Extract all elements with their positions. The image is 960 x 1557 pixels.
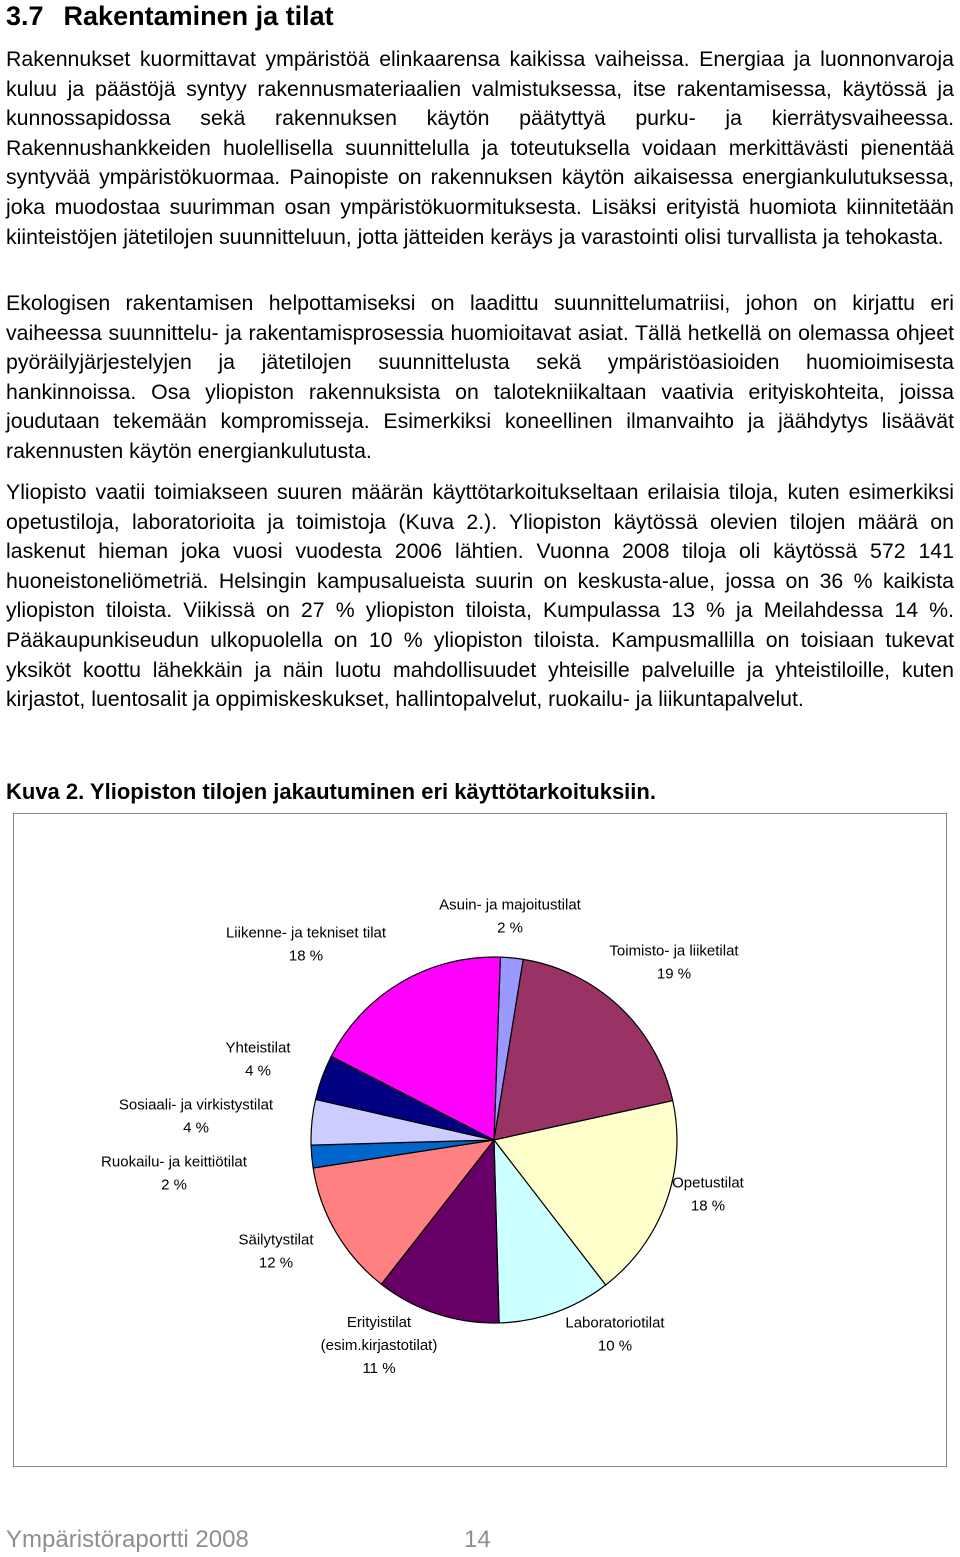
paragraph-2: Ekologisen rakentamisen helpottamiseksi on laadittu suunnittelumatriisi, johon on kirjattu eri vaiheessa suunnittelu- ja rakentamisprosessia huomioitavat asiat. Tällä hetkellä on olemassa ohjeet pyöräilyjärjestelyjen ja jätetilojen suunnittelusta sekä ympäristöasioiden huomioimisesta hankinnoissa. Osa yliopiston rakennuksista on talotekniikaltaan vaativia erityiskohteita, joissa joudutaan tekemään kompromisseja. Esimerkiksi koneellinen ilmanvaihto ja jäähdytys lisäävät rakennusten käytön energiankulutusta. <box>6 291 954 463</box>
pie-slice-label <box>101 1154 248 1194</box>
pie-slice-name: Ruokailu- ja keittiötilat <box>101 1153 247 1171</box>
pie-slice-label <box>609 943 739 983</box>
pie-slice-label <box>225 1040 291 1080</box>
pie-slice-value: 4 % <box>183 1119 209 1137</box>
pie-slice-name: Toimisto- ja liiketilat <box>609 942 739 960</box>
pie-slice-value: 18 % <box>690 1197 726 1215</box>
section-number: 3.7 <box>6 1 44 31</box>
pie-slice-label <box>119 1097 274 1137</box>
paragraph-3: Yliopisto vaatii toimiakseen suuren määrän käyttötarkoitukseltaan erilaisia tiloja, kuten esimerkiksi opetustiloja, laboratorioita ja toimistoja (Kuva 2.). Yliopiston käytössä olevien tilojen määrä on laskenut hieman joka vuosi vuodesta 2006 lähtien. Vuonna 2008 tiloja oli käytössä 572 141 huoneistoneliömetriä. Helsingin kampusalueista suurin on keskusta-alue, jossa on 36 % kaikista yliopiston tiloista. Viikissä on 27 % yliopiston tiloista, Kumpulassa 13 % ja Meilahdessa 14 %. Pääkaupunkiseudun ulkopuolella on 10 % yliopiston tiloista. Kampusmallilla on toisiaan tukevat yksiköt koottu lähekkäin ja näin luotu mahdollisuudet yhteisille palveluille ja yhteistiloille, kuten kirjastot, luentosalit ja oppimiskeskukset, hallintopalvelut, ruokailu- ja liikuntapalvelut. <box>6 480 954 712</box>
footer-title: Ympäristöraportti 2008 <box>6 1526 249 1553</box>
pie-slice-label <box>226 925 387 965</box>
page-number: 14 <box>464 1526 491 1553</box>
figure-caption: Kuva 2. Yliopiston tilojen jakautuminen eri käyttötarkoituksiin. <box>6 779 656 804</box>
pie-slice-name: Laboratoriotilat <box>565 1314 665 1332</box>
pie-slice-name: Asuin- ja majoitustilat <box>439 896 581 914</box>
pie-slice-label <box>672 1175 745 1215</box>
pie-slice-label <box>565 1315 665 1355</box>
pie-slice-label <box>321 1314 438 1377</box>
pie-slice-label <box>439 897 582 937</box>
pie-slice-value: 10 % <box>597 1337 633 1355</box>
pie-slice-value: 2 % <box>161 1176 187 1194</box>
pie-slice-name: Erityistilat <box>346 1314 412 1331</box>
pie-slice-label <box>238 1232 314 1272</box>
pie-slice-value: 19 % <box>656 965 692 983</box>
section-title: Rakentaminen ja tilat <box>63 1 334 31</box>
pie-slice-value: 2 % <box>497 919 523 937</box>
pie-slice-name: Sosiaali- ja virkistystilat <box>118 1096 274 1114</box>
pie-slice-value: 12 % <box>258 1254 294 1272</box>
pie-slice-name: (esim.kirjastotilat) <box>320 1337 438 1354</box>
page-footer <box>6 1524 491 1556</box>
section-heading <box>6 0 334 32</box>
pie-slice-value: 18 % <box>288 947 324 965</box>
pie-slice-name: Yhteistilat <box>225 1039 291 1057</box>
pie-chart-frame <box>13 813 947 1467</box>
pie-slice-value: 11 % <box>362 1360 396 1377</box>
pie-chart <box>14 814 948 1468</box>
pie-slice-name: Säilytystilat <box>238 1231 314 1249</box>
pie-slice-name: Opetustilat <box>672 1174 744 1192</box>
pie-slice-value: 4 % <box>245 1062 271 1080</box>
paragraph-1: Rakennukset kuormittavat ympäristöä elinkaarensa kaikissa vaiheissa. Energiaa ja luonnonvaroja kuluu ja päästöjä syntyy rakennusmateriaalien valmistuksessa, itse rakentamisessa, käytössä ja kunnossapidossa sekä rakennuksen käytön päätyttyä purku- ja kierrätysvaiheessa. Rakennushankkeiden huolellisella suunnittelulla ja toteutuksella voidaan merkittävästi pienentää syntyvää ympäristökuormaa. Painopiste on rakennuksen käytön aikaisessa energiankulutuksessa, joka muodostaa suurimman osan ympäristökuormituksesta. Lisäksi erityistä huomiota kiinnitetään kiinteistöjen jätetilojen suunnitteluun, jotta jätteiden keräys ja varastointi olisi turvallista ja tehokasta. <box>6 47 954 249</box>
pie-slice-name: Liikenne- ja tekniset tilat <box>225 924 387 942</box>
